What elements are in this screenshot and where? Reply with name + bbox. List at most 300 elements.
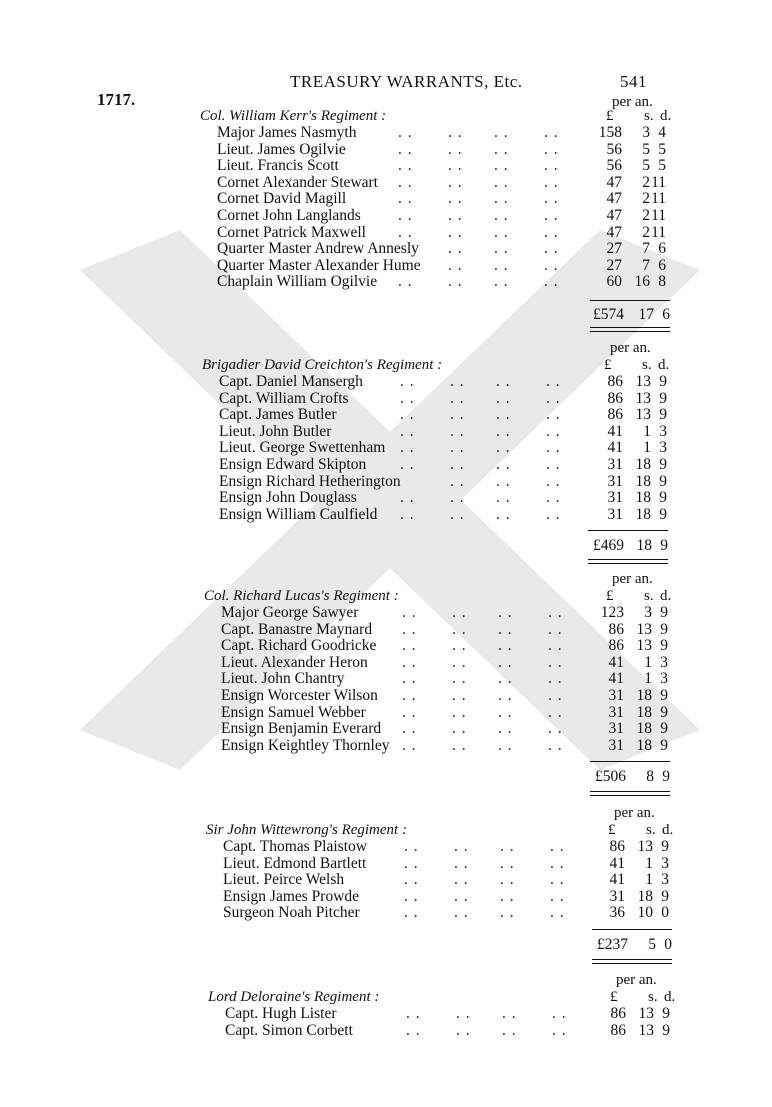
amount-pence: 3: [660, 670, 668, 688]
leader-dots: . .: [452, 653, 467, 671]
entry-row: [0, 224, 772, 241]
total-rule: [590, 791, 670, 792]
entry-name: Quarter Master Andrew Annesly: [217, 240, 419, 258]
amount-pounds: 47: [606, 223, 622, 241]
leader-dots: . .: [398, 223, 413, 241]
leader-dots: . .: [450, 489, 465, 507]
pence-label: d.: [658, 357, 670, 373]
leader-dots: . .: [494, 190, 509, 208]
leader-dots: . .: [494, 124, 509, 141]
leader-dots: . .: [546, 472, 561, 490]
total-rule: [592, 963, 672, 964]
leader-dots: . .: [498, 620, 513, 638]
total-pence: 9: [662, 768, 670, 785]
total-rule: [590, 795, 670, 796]
entry-row: [0, 390, 772, 407]
leader-dots: . .: [398, 157, 413, 175]
amount-shillings: 3: [644, 604, 652, 621]
entry-name: Ensign Richard Hetherington: [219, 472, 401, 490]
leader-dots: . .: [550, 904, 565, 922]
amount-pounds: 41: [609, 854, 625, 872]
amount-shillings: 2: [642, 190, 650, 208]
amount-shillings: 2: [642, 223, 650, 241]
amount-pence: 9: [659, 373, 667, 390]
amount-shillings: 5: [642, 157, 650, 175]
leader-dots: . .: [496, 389, 511, 407]
leader-dots: . .: [402, 653, 417, 671]
amount-pounds: 31: [609, 887, 625, 905]
leader-dots: . .: [400, 489, 415, 507]
entry-row: [0, 871, 772, 888]
total-rule: [588, 563, 668, 564]
amount-shillings: 18: [636, 720, 652, 738]
leader-dots: . .: [404, 871, 419, 889]
entry-name: Capt. Simon Corbett: [225, 1021, 353, 1039]
leader-dots: . .: [452, 670, 467, 688]
leader-dots: . .: [544, 190, 559, 208]
leader-dots: . .: [404, 904, 419, 922]
amount-pence: 9: [659, 406, 667, 424]
entry-name: Cornet John Langlands: [217, 207, 361, 224]
leader-dots: . .: [494, 157, 509, 175]
leader-dots: . .: [500, 887, 515, 905]
leader-dots: . .: [450, 439, 465, 457]
leader-dots: . .: [402, 637, 417, 655]
entry-row: [0, 621, 772, 638]
entry-name: Quarter Master Alexander Hume: [217, 256, 421, 274]
leader-dots: . .: [498, 687, 513, 704]
leader-dots: . .: [448, 223, 463, 241]
leader-dots: . .: [494, 240, 509, 258]
leader-dots: . .: [544, 240, 559, 258]
entry-row: [0, 174, 772, 191]
leader-dots: . .: [404, 887, 419, 905]
leader-dots: . .: [548, 620, 563, 638]
amount-shillings: 18: [636, 703, 652, 721]
amount-pounds: 86: [607, 389, 623, 407]
total-rule: [590, 300, 670, 301]
total-pounds: £469: [593, 537, 624, 554]
total-pounds: £506: [595, 768, 626, 785]
leader-dots: . .: [546, 505, 561, 523]
entry-row: [0, 888, 772, 905]
entry-row: [0, 506, 772, 523]
leader-dots: . .: [548, 637, 563, 655]
amount-pence: 9: [662, 1005, 670, 1022]
leader-dots: . .: [544, 124, 559, 141]
lsd-header: [606, 588, 678, 605]
entry-row: [0, 704, 772, 721]
amount-pounds: 47: [606, 207, 622, 224]
amount-pence: 5: [658, 157, 666, 175]
total-shillings: 5: [648, 936, 656, 953]
amount-pence: 5: [658, 140, 666, 158]
entry-name: Cornet Patrick Maxwell: [217, 223, 366, 241]
amount-pence: 3: [660, 653, 668, 671]
leader-dots: . .: [402, 687, 417, 704]
entry-name: Lieut. John Butler: [219, 422, 332, 440]
leader-dots: . .: [494, 207, 509, 224]
leader-dots: . .: [550, 887, 565, 905]
leader-dots: . .: [402, 703, 417, 721]
leader-dots: . .: [406, 1021, 421, 1039]
amount-pounds: 41: [609, 871, 625, 889]
entry-row: [0, 473, 772, 490]
leader-dots: . .: [400, 456, 415, 473]
amount-pence: 11: [651, 223, 666, 241]
entry-name: Surgeon Noah Pitcher: [223, 904, 360, 922]
entry-name: Lieut. Francis Scott: [217, 157, 339, 175]
leader-dots: . .: [402, 620, 417, 638]
leader-dots: . .: [544, 256, 559, 274]
per-annum-header: per an.: [612, 571, 653, 587]
amount-pence: 6: [658, 240, 666, 258]
entry-name: Ensign John Douglass: [219, 489, 357, 507]
leader-dots: . .: [448, 273, 463, 291]
entry-row: [0, 1022, 772, 1039]
amount-pounds: 41: [608, 653, 624, 671]
total-pounds: £574: [593, 306, 624, 323]
entry-row: [0, 273, 772, 290]
leader-dots: . .: [496, 456, 511, 473]
leader-dots: . .: [448, 173, 463, 191]
leader-dots: . .: [456, 1021, 471, 1039]
entry-row: [0, 190, 772, 207]
amount-shillings: 13: [636, 620, 652, 638]
entry-name: Capt. James Butler: [219, 406, 337, 424]
amount-pounds: 31: [607, 505, 623, 523]
amount-pounds: 41: [607, 422, 623, 440]
entry-row: [0, 456, 772, 473]
amount-pounds: 31: [607, 489, 623, 507]
amount-pence: 3: [659, 439, 667, 457]
amount-pence: 4: [658, 124, 666, 141]
amount-pounds: 86: [608, 637, 624, 655]
amount-pounds: 56: [606, 157, 622, 175]
per-annum-header: per an.: [616, 972, 657, 988]
entry-name: Capt. Thomas Plaistow: [223, 838, 367, 855]
amount-shillings: 13: [638, 1005, 654, 1022]
leader-dots: . .: [400, 373, 415, 390]
leader-dots: . .: [498, 720, 513, 738]
amount-shillings: 13: [636, 637, 652, 655]
leader-dots: . .: [546, 456, 561, 473]
leader-dots: . .: [496, 406, 511, 424]
entry-row: [0, 838, 772, 855]
leader-dots: . .: [494, 273, 509, 291]
amount-pounds: 31: [607, 456, 623, 473]
leader-dots: . .: [498, 637, 513, 655]
leader-dots: . .: [450, 456, 465, 473]
leader-dots: . .: [450, 389, 465, 407]
amount-shillings: 18: [636, 687, 652, 704]
regiment-title: Col. Richard Lucas's Regiment :: [204, 588, 399, 604]
leader-dots: . .: [454, 854, 469, 872]
total-shillings: 17: [638, 306, 654, 323]
entry-row: [0, 207, 772, 224]
leader-dots: . .: [398, 273, 413, 291]
entry-row: [0, 423, 772, 440]
leader-dots: . .: [498, 653, 513, 671]
entry-name: Capt. Banastre Maynard: [221, 620, 373, 638]
amount-pounds: 31: [608, 736, 624, 754]
total-shillings: 18: [636, 537, 652, 554]
regiment-title: Brigadier David Creichton's Regiment :: [202, 357, 443, 373]
total-rule: [588, 530, 668, 531]
leader-dots: . .: [552, 1021, 567, 1039]
total-rule: [592, 929, 672, 930]
amount-pence: 9: [659, 505, 667, 523]
leader-dots: . .: [448, 140, 463, 158]
amount-pounds: 86: [610, 1021, 626, 1039]
entry-name: Cornet David Magill: [217, 190, 347, 208]
amount-shillings: 13: [635, 406, 651, 424]
amount-pounds: 86: [610, 1005, 626, 1022]
amount-pounds: 36: [609, 904, 625, 922]
pounds-label: £: [604, 357, 612, 373]
leader-dots: . .: [452, 703, 467, 721]
leader-dots: . .: [400, 439, 415, 457]
leader-dots: . .: [400, 406, 415, 424]
total-pence: 0: [664, 936, 672, 953]
leader-dots: . .: [454, 838, 469, 855]
amount-pence: 9: [660, 687, 668, 704]
total-rule: [592, 959, 672, 960]
entry-row: [0, 124, 772, 141]
leader-dots: . .: [400, 505, 415, 523]
amount-pence: 9: [661, 887, 669, 905]
pence-label: d.: [664, 989, 676, 1005]
shillings-label: s.: [644, 588, 654, 604]
leader-dots: . .: [544, 173, 559, 191]
amount-shillings: 13: [637, 838, 653, 855]
regiment-title: Lord Deloraine's Regiment :: [208, 989, 380, 1005]
pounds-label: £: [606, 588, 614, 604]
entry-name: Capt. William Crofts: [219, 389, 349, 407]
entry-row: [0, 489, 772, 506]
amount-shillings: 18: [635, 472, 651, 490]
entry-row: [0, 737, 772, 754]
leader-dots: . .: [406, 1005, 421, 1022]
leader-dots: . .: [448, 256, 463, 274]
regiment-title: Col. William Kerr's Regiment :: [200, 108, 387, 124]
leader-dots: . .: [450, 373, 465, 390]
lsd-header: [604, 357, 676, 374]
entry-name: Ensign William Caulfield: [219, 505, 378, 523]
leader-dots: . .: [400, 422, 415, 440]
leader-dots: . .: [452, 604, 467, 621]
leader-dots: . .: [452, 736, 467, 754]
shillings-label: s.: [648, 989, 658, 1005]
leader-dots: . .: [544, 207, 559, 224]
entry-row: [0, 439, 772, 456]
amount-shillings: 16: [634, 273, 650, 291]
leader-dots: . .: [404, 854, 419, 872]
leader-dots: . .: [454, 871, 469, 889]
amount-pence: 9: [659, 472, 667, 490]
amount-shillings: 18: [636, 736, 652, 754]
amount-pence: 6: [658, 256, 666, 274]
leader-dots: . .: [450, 505, 465, 523]
entry-name: Chaplain William Ogilvie: [217, 273, 378, 291]
leader-dots: . .: [450, 422, 465, 440]
amount-shillings: 1: [645, 854, 653, 872]
total-rule: [590, 327, 670, 328]
amount-pence: 9: [660, 720, 668, 738]
leader-dots: . .: [448, 157, 463, 175]
entry-name: Lieut. George Swettenham: [219, 439, 386, 457]
entry-name: Cornet Alexander Stewart: [217, 173, 378, 191]
entry-row: [0, 257, 772, 274]
leader-dots: . .: [398, 207, 413, 224]
leader-dots: . .: [498, 736, 513, 754]
entry-row: [0, 157, 772, 174]
amount-pence: 9: [660, 620, 668, 638]
amount-shillings: 5: [642, 140, 650, 158]
amount-pence: 9: [659, 389, 667, 407]
shillings-label: s.: [642, 357, 652, 373]
pence-label: d.: [660, 588, 672, 604]
leader-dots: . .: [502, 1021, 517, 1039]
amount-pence: 11: [651, 207, 666, 224]
entry-name: Ensign James Prowde: [223, 887, 360, 905]
leader-dots: . .: [498, 604, 513, 621]
leader-dots: . .: [494, 173, 509, 191]
leader-dots: . .: [544, 157, 559, 175]
leader-dots: . .: [548, 720, 563, 738]
leader-dots: . .: [452, 637, 467, 655]
amount-pence: 9: [661, 838, 669, 855]
entry-row: [0, 904, 772, 921]
leader-dots: . .: [500, 838, 515, 855]
leader-dots: . .: [546, 489, 561, 507]
entry-row: [0, 604, 772, 621]
amount-pounds: 41: [607, 439, 623, 457]
leader-dots: . .: [402, 736, 417, 754]
leader-dots: . .: [454, 887, 469, 905]
shillings-label: s.: [646, 822, 656, 838]
amount-shillings: 7: [642, 240, 650, 258]
entry-row: [0, 373, 772, 390]
leader-dots: . .: [500, 904, 515, 922]
leader-dots: . .: [552, 1005, 567, 1022]
leader-dots: . .: [544, 140, 559, 158]
lsd-header: [606, 108, 678, 125]
leader-dots: . .: [448, 190, 463, 208]
amount-pounds: 31: [607, 472, 623, 490]
amount-shillings: 13: [638, 1021, 654, 1039]
amount-pence: 9: [659, 456, 667, 473]
amount-pounds: 47: [606, 190, 622, 208]
leader-dots: . .: [544, 223, 559, 241]
amount-pence: 11: [651, 190, 666, 208]
amount-pence: 9: [662, 1021, 670, 1039]
entry-name: Ensign Edward Skipton: [219, 456, 367, 473]
entry-name: Ensign Keightley Thornley: [221, 736, 390, 754]
amount-pounds: 27: [606, 240, 622, 258]
amount-shillings: 18: [635, 505, 651, 523]
leader-dots: . .: [398, 190, 413, 208]
pounds-label: £: [608, 822, 616, 838]
leader-dots: . .: [456, 1005, 471, 1022]
amount-pence: 11: [651, 173, 666, 191]
amount-pence: 9: [660, 637, 668, 655]
lsd-header: [608, 822, 680, 839]
amount-pounds: 86: [607, 373, 623, 390]
leader-dots: . .: [496, 505, 511, 523]
leader-dots: . .: [498, 703, 513, 721]
page-number: 541: [620, 72, 647, 91]
entry-name: Ensign Samuel Webber: [221, 703, 366, 721]
leader-dots: . .: [498, 670, 513, 688]
pounds-label: £: [610, 989, 618, 1005]
amount-pounds: 31: [608, 703, 624, 721]
amount-shillings: 13: [635, 389, 651, 407]
entry-name: Capt. Hugh Lister: [225, 1005, 337, 1022]
entry-name: Major James Nasmyth: [217, 124, 357, 141]
amount-pence: 9: [659, 489, 667, 507]
regiment-title: Sir John Wittewrong's Regiment :: [206, 822, 407, 838]
leader-dots: . .: [500, 871, 515, 889]
amount-pounds: 60: [606, 273, 622, 291]
entry-row: [0, 687, 772, 704]
leader-dots: . .: [546, 373, 561, 390]
entry-row: [0, 240, 772, 257]
leader-dots: . .: [452, 687, 467, 704]
entry-name: Ensign Benjamin Everard: [221, 720, 382, 738]
leader-dots: . .: [494, 140, 509, 158]
leader-dots: . .: [502, 1005, 517, 1022]
amount-pounds: 86: [608, 620, 624, 638]
entry-name: Lieut. John Chantry: [221, 670, 345, 688]
amount-pounds: 47: [606, 173, 622, 191]
amount-shillings: 1: [644, 653, 652, 671]
entry-row: [0, 654, 772, 671]
leader-dots: . .: [548, 670, 563, 688]
pence-label: d.: [662, 822, 674, 838]
leader-dots: . .: [550, 838, 565, 855]
leader-dots: . .: [496, 472, 511, 490]
amount-shillings: 1: [643, 422, 651, 440]
leader-dots: . .: [546, 439, 561, 457]
amount-shillings: 1: [644, 670, 652, 688]
entry-row: [0, 855, 772, 872]
amount-pence: 9: [660, 703, 668, 721]
leader-dots: . .: [450, 406, 465, 424]
leader-dots: . .: [496, 422, 511, 440]
leader-dots: . .: [452, 720, 467, 738]
amount-shillings: 18: [635, 489, 651, 507]
amount-shillings: 1: [643, 439, 651, 457]
leader-dots: . .: [452, 620, 467, 638]
amount-shillings: 13: [635, 373, 651, 390]
amount-pence: 9: [660, 604, 668, 621]
leader-dots: . .: [550, 854, 565, 872]
leader-dots: . .: [544, 273, 559, 291]
amount-shillings: 7: [642, 256, 650, 274]
amount-pence: 0: [661, 904, 669, 922]
leader-dots: . .: [496, 373, 511, 390]
leader-dots: . .: [404, 838, 419, 855]
amount-pounds: 41: [608, 670, 624, 688]
amount-pounds: 31: [608, 720, 624, 738]
amount-pence: 3: [659, 422, 667, 440]
entry-row: [0, 1005, 772, 1022]
lsd-header: [610, 989, 682, 1006]
entry-name: Major George Sawyer: [221, 604, 359, 621]
amount-shillings: 1: [645, 871, 653, 889]
leader-dots: . .: [448, 124, 463, 141]
